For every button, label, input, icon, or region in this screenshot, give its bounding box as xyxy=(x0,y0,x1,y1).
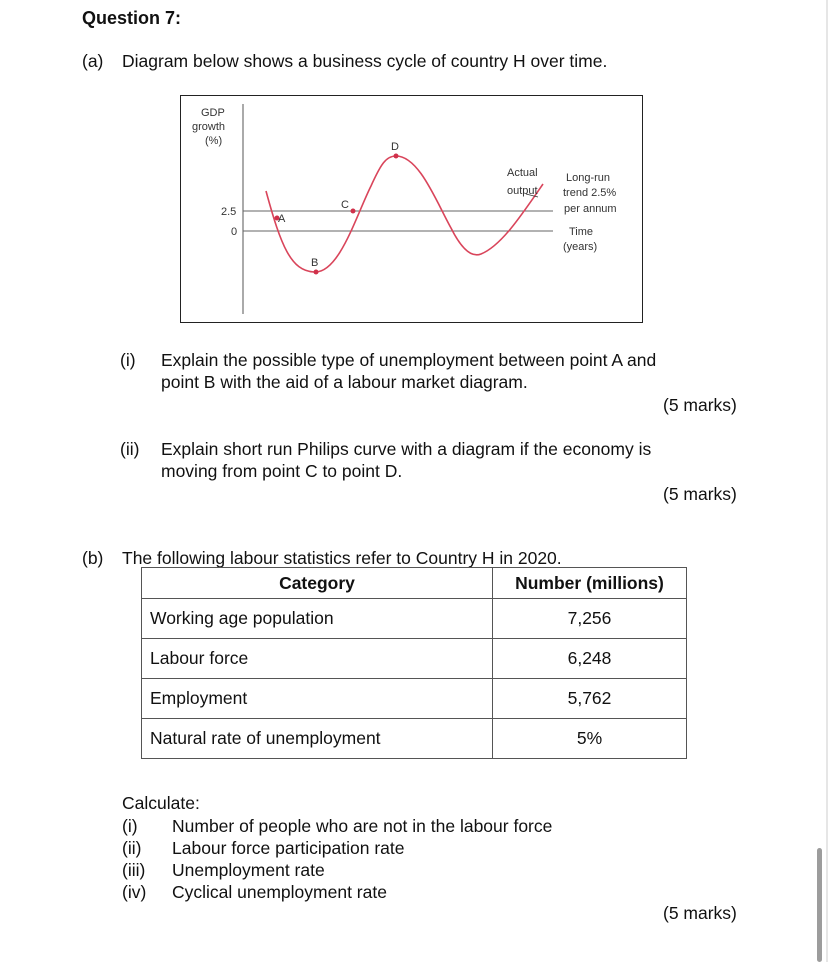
part-a-sub-i-line2: point B with the aid of a labour market diagram. xyxy=(161,372,528,392)
point-c-label: C xyxy=(341,199,349,211)
part-a-sub-ii-marks: (5 marks) xyxy=(663,484,737,504)
row-category: Labour force xyxy=(142,639,493,679)
part-a-sub-i-line1: Explain the possible type of unemployment between point A and xyxy=(161,350,657,370)
part-b-label: (b) xyxy=(82,548,104,568)
part-b-intro: The following labour statistics refer to Country H in 2020. xyxy=(122,548,562,568)
tick-2-5: 2.5 xyxy=(221,206,237,218)
part-b-marks: (5 marks) xyxy=(663,903,737,923)
part-a-sub-i-marks: (5 marks) xyxy=(663,395,737,415)
row-category: Working age population xyxy=(142,599,493,639)
part-a-sub-ii-label: (ii) xyxy=(120,439,140,459)
part-a-sub-ii-line1: Explain short run Philips curve with a diagram if the economy is xyxy=(161,439,652,459)
calc-item-iv-label: (iv) xyxy=(122,882,147,902)
calc-item-i-label: (i) xyxy=(122,816,138,836)
point-b-label: B xyxy=(311,257,319,269)
calc-item-ii-text: Labour force participation rate xyxy=(172,838,405,858)
trend-label-2: trend 2.5% xyxy=(563,187,617,199)
table-row xyxy=(142,639,687,679)
calc-item-iii-label: (iii) xyxy=(122,860,146,880)
table-row xyxy=(142,599,687,639)
row-number: 6,248 xyxy=(493,639,687,679)
y-label-1: GDP xyxy=(201,107,225,119)
point-b-marker xyxy=(314,270,319,275)
row-number: 7,256 xyxy=(493,599,687,639)
header-number: Number (millions) xyxy=(493,568,687,599)
actual-output-label-1: Actual xyxy=(507,167,538,179)
calc-item-iii-text: Unemployment rate xyxy=(172,860,325,880)
question-title: Question 7: xyxy=(82,8,182,28)
actual-output-curve xyxy=(266,156,543,272)
part-a-intro: Diagram below shows a business cycle of country H over time. xyxy=(122,51,608,71)
business-cycle-svg xyxy=(181,96,644,324)
table-row xyxy=(142,719,687,759)
y-label-2: growth xyxy=(192,121,226,133)
row-category: Employment xyxy=(142,679,493,719)
point-d-label: D xyxy=(391,141,399,153)
point-a-label: A xyxy=(278,213,286,225)
trend-label-3: per annum xyxy=(564,203,617,215)
part-a-sub-i-label: (i) xyxy=(120,350,136,370)
row-category: Natural rate of unemployment xyxy=(142,719,493,759)
row-number: 5% xyxy=(493,719,687,759)
header-category: Category xyxy=(142,568,493,599)
part-a-sub-ii-line2: moving from point C to point D. xyxy=(161,461,403,481)
labour-statistics-table xyxy=(141,567,687,759)
part-a-label: (a) xyxy=(82,51,104,71)
trend-label-1: Long-run xyxy=(566,172,611,184)
table-row xyxy=(142,679,687,719)
row-number: 5,762 xyxy=(493,679,687,719)
table-header-row xyxy=(142,568,687,599)
time-label-2: (years) xyxy=(563,241,598,253)
time-label-1: Time xyxy=(569,226,594,238)
point-c-marker xyxy=(351,209,356,214)
actual-output-label-2: output xyxy=(507,185,538,197)
vertical-scrollbar[interactable] xyxy=(817,848,822,962)
y-label-3: (%) xyxy=(205,135,223,147)
calc-item-i-text: Number of people who are not in the labour force xyxy=(172,816,553,836)
business-cycle-diagram xyxy=(180,95,643,323)
point-d-marker xyxy=(394,154,399,159)
calc-item-iv-text: Cyclical unemployment rate xyxy=(172,882,387,902)
calc-item-ii-label: (ii) xyxy=(122,838,142,858)
calculate-heading: Calculate: xyxy=(122,793,200,813)
tick-0: 0 xyxy=(231,226,238,238)
